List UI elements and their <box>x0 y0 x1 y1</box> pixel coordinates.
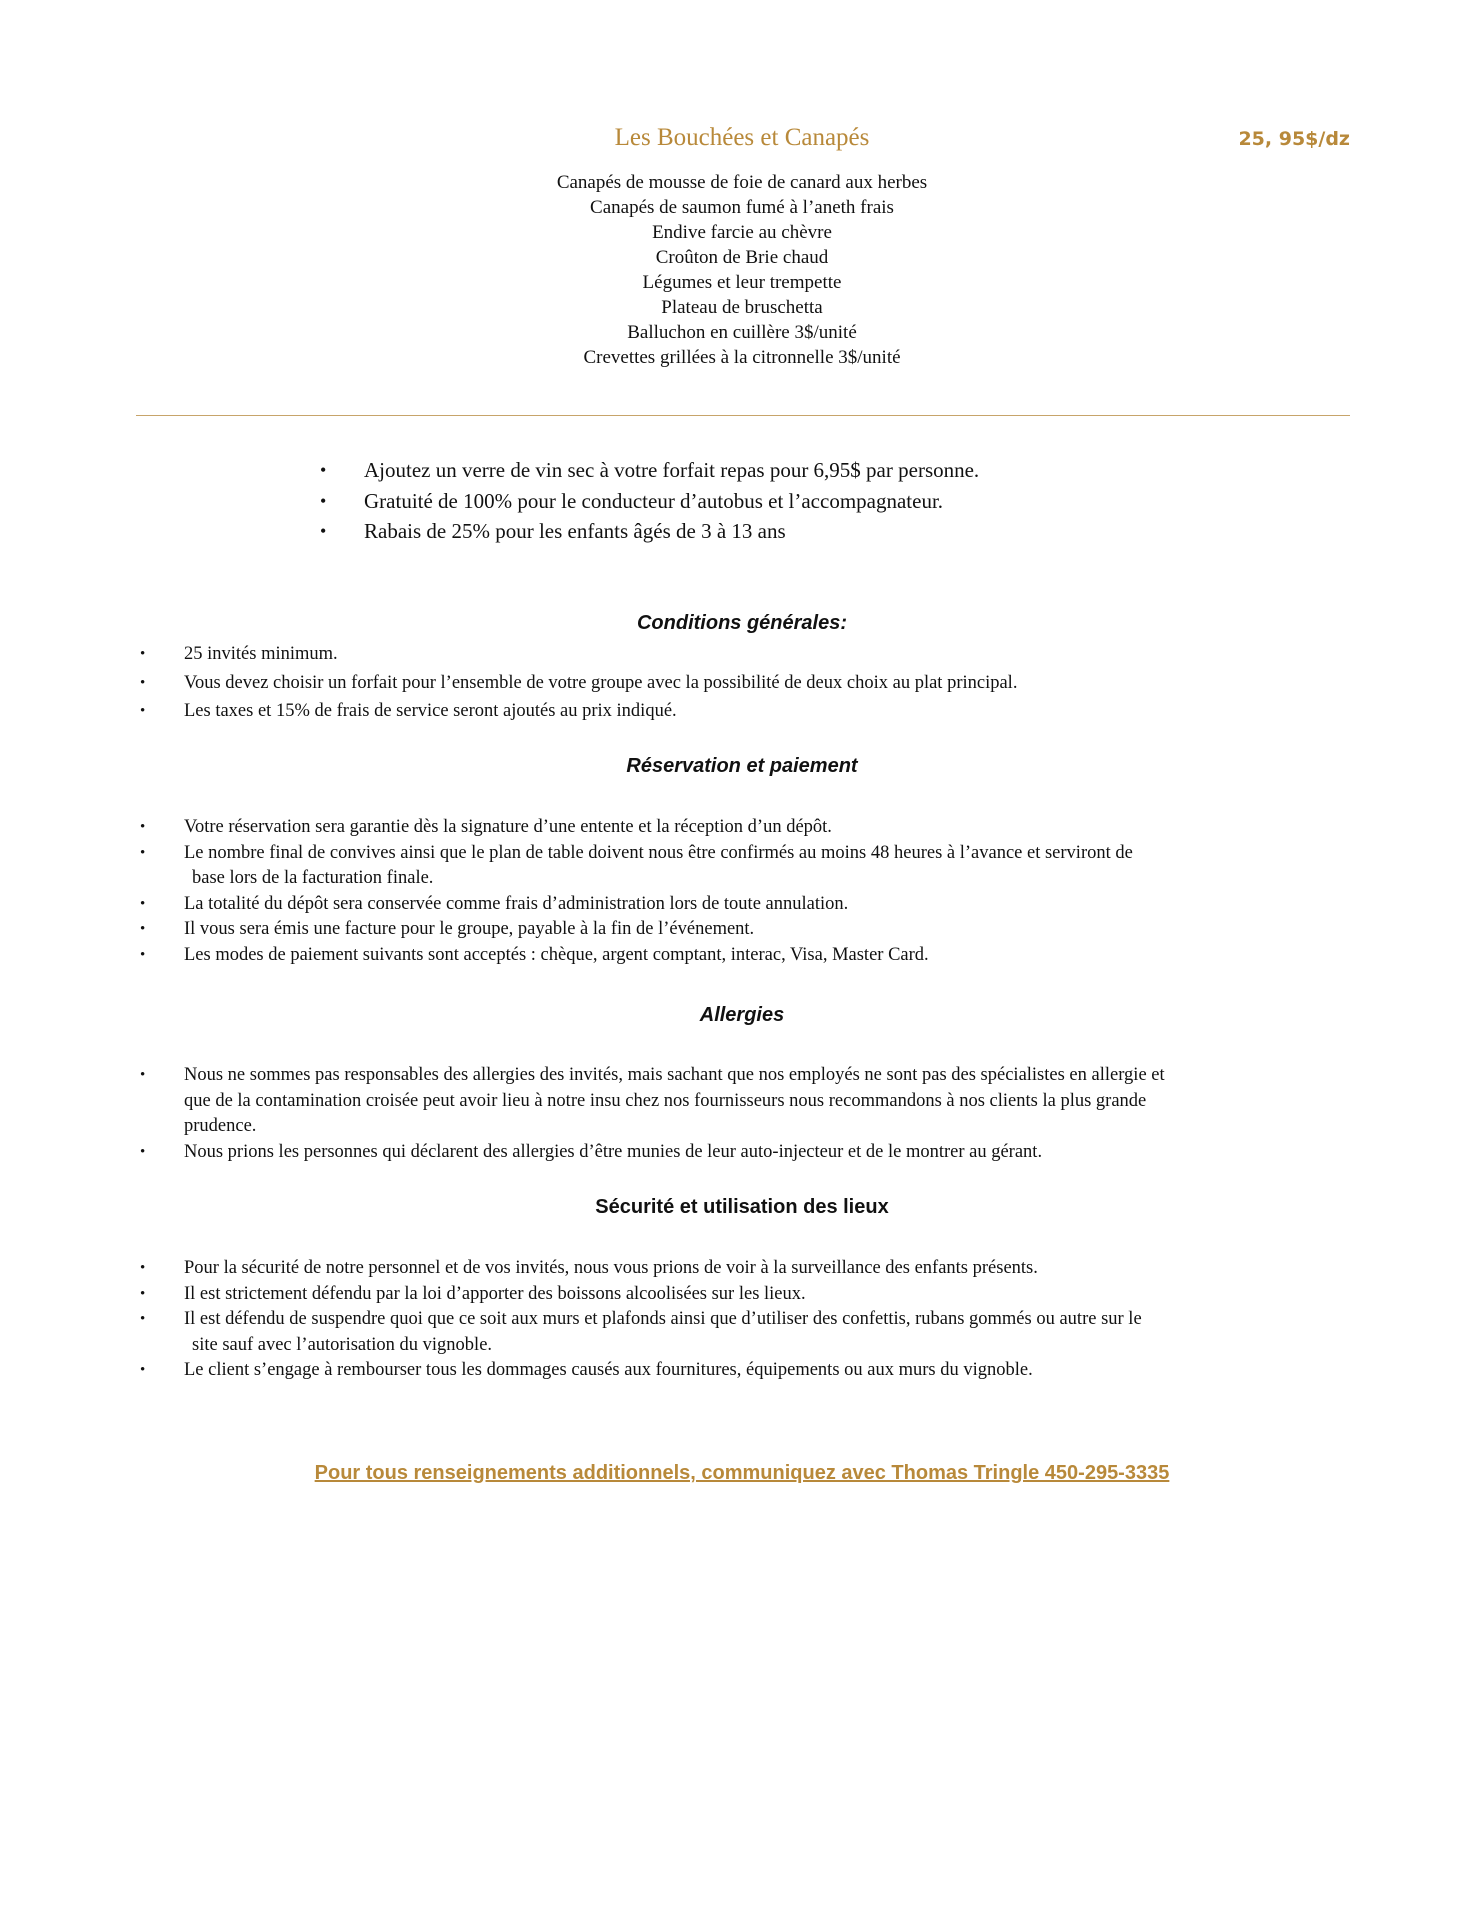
bullet: • <box>140 1067 146 1083</box>
reservation-heading: Réservation et paiement <box>626 755 858 777</box>
allergies-list <box>136 1063 1356 1165</box>
list-item <box>136 815 1356 841</box>
menu-price: 25, 95$/dz <box>1238 128 1350 150</box>
list-item-text: Il est défendu de suspendre quoi que ce soit aux murs et plafonds ainsi que d’utiliser des confettis, rubans gommés ou autre sur le <box>184 1309 1142 1329</box>
security-heading: Sécurité et utilisation des lieux <box>595 1196 889 1218</box>
menu-title: Les Bouchées et Canapés <box>614 124 870 151</box>
list-item <box>310 486 979 517</box>
list-item <box>136 1282 1356 1308</box>
menu-item: Crevettes grillées à la citronnelle 3$/unité <box>583 347 901 368</box>
list-item <box>310 455 979 486</box>
menu-item: Plateau de bruschetta <box>661 297 823 318</box>
bullet: • <box>140 921 146 937</box>
bullet: • <box>140 1260 146 1276</box>
list-item <box>136 1358 1356 1384</box>
list-item-text: Pour la sécurité de notre personnel et de vos invités, nous vous prions de voir à la surveillance des enfants présents. <box>184 1258 1038 1278</box>
bullet: • <box>140 1311 146 1327</box>
menu-item-list <box>0 170 1484 370</box>
bullet: • <box>140 703 146 719</box>
list-item-text: 25 invités minimum. <box>184 644 338 664</box>
menu-item: Canapés de mousse de foie de canard aux herbes <box>556 172 928 193</box>
list-item-text: La totalité du dépôt sera conservée comme frais d’administration lors de toute annulation. <box>184 893 849 914</box>
extras-item-text: Rabais de 25% pour les enfants âgés de 3 à 13 ans <box>364 519 786 543</box>
bullet: • <box>140 1362 146 1378</box>
list-item-text: Les taxes et 15% de frais de service seront ajoutés au prix indiqué. <box>184 701 677 721</box>
list-item <box>136 671 1356 697</box>
menu-item: Endive farcie au chèvre <box>652 222 832 243</box>
list-item <box>136 1063 1356 1140</box>
list-item <box>136 917 1356 943</box>
list-item <box>136 699 1356 725</box>
extras-item-text: Gratuité de 100% pour le conducteur d’autobus et l’accompagnateur. <box>364 488 944 513</box>
reservation-list <box>136 815 1356 968</box>
menu-item: Canapés de saumon fumé à l’aneth frais <box>590 197 894 218</box>
list-item <box>136 1140 1356 1166</box>
extras-list <box>310 455 979 547</box>
list-item-text: que de la contamination croisée peut avoir lieu à notre insu chez nos fournisseurs nous recommandons à nos clients la plus grande <box>184 1090 1147 1111</box>
list-item <box>136 892 1356 918</box>
bullet: • <box>320 460 327 480</box>
contact-line: Pour tous renseignements additionnels, communiquez avec Thomas Tringle 450-295-3335 <box>314 1462 1170 1484</box>
list-item-text: Il vous sera émis une facture pour le groupe, payable à la fin de l’événement. <box>184 919 755 939</box>
bullet: • <box>140 895 146 912</box>
bullet: • <box>140 674 146 691</box>
menu-item: Légumes et leur trempette <box>642 272 842 293</box>
bullet: • <box>140 646 146 662</box>
bullet: • <box>320 490 327 511</box>
list-item-text: Nous ne sommes pas responsables des allergies des invités, mais sachant que nos employés ne sont pas des spécialistes en allergie et <box>184 1065 1165 1085</box>
conditions-heading: Conditions générales: <box>636 612 848 634</box>
bullet: • <box>140 1285 146 1302</box>
list-item <box>136 943 1356 969</box>
menu-item: Balluchon en cuillère 3$/unité <box>627 322 857 343</box>
extras-item-text: Ajoutez un verre de vin sec à votre forfait repas pour 6,95$ par personne. <box>364 458 980 482</box>
list-item-text: Il est strictement défendu par la loi d’apporter des boissons alcoolisées sur les lieux. <box>184 1283 806 1304</box>
list-item <box>136 841 1356 892</box>
list-item-text: Votre réservation sera garantie dès la signature d’une entente et la réception d’un dépôt. <box>184 817 832 837</box>
bullet: • <box>140 946 146 963</box>
list-item-text: Le client s’engage à rembourser tous les dommages causés aux fournitures, équipements ou aux murs du vignoble. <box>184 1360 1033 1380</box>
bullet: • <box>320 521 327 541</box>
conditions-list <box>136 642 1356 725</box>
list-item-text: base lors de la facturation finale. <box>192 868 434 888</box>
bullet: • <box>140 1143 146 1160</box>
list-item-text: Les modes de paiement suivants sont acceptés : chèque, argent comptant, interac, Visa, Master Card. <box>184 944 929 965</box>
menu-item: Croûton de Brie chaud <box>655 247 829 268</box>
bullet: • <box>140 819 146 835</box>
list-item-text: Le nombre final de convives ainsi que le plan de table doivent nous être confirmés au moins 48 heures à l’avance et serviront de <box>184 842 1133 863</box>
list-item-text: prudence. <box>184 1116 257 1136</box>
list-item <box>136 1307 1356 1358</box>
list-item-text: Nous prions les personnes qui déclarent des allergies d’être munies de leur auto-injecteur et de le montrer au gérant. <box>184 1141 1043 1162</box>
list-item-text: site sauf avec l’autorisation du vignoble. <box>192 1334 493 1355</box>
list-item-text: Vous devez choisir un forfait pour l’ensemble de votre groupe avec la possibilité de deux choix au plat principal. <box>184 672 1018 693</box>
section-divider <box>136 415 1350 416</box>
bullet: • <box>140 844 146 861</box>
list-item <box>310 516 979 547</box>
security-list <box>136 1256 1356 1384</box>
allergies-heading: Allergies <box>699 1004 785 1026</box>
list-item <box>136 642 1356 668</box>
list-item <box>136 1256 1356 1282</box>
